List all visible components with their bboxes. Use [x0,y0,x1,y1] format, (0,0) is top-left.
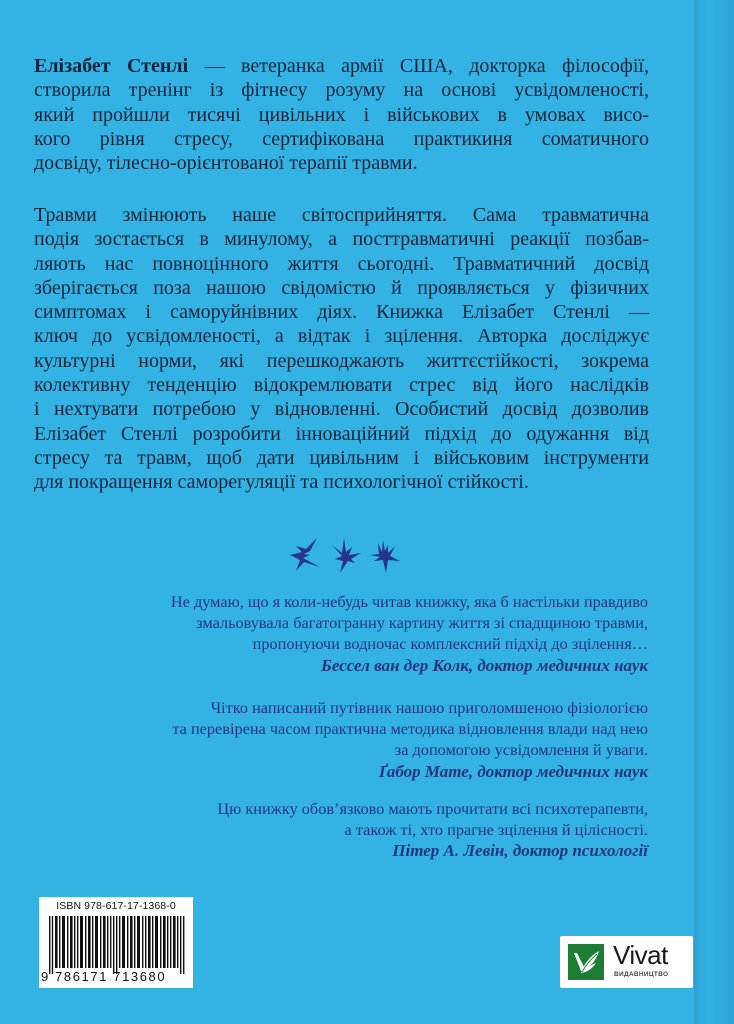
bio-line: кого рівня стресу, сертифікована практикиня соматичного [34,127,649,150]
quote-line: змальовувала багатогранну картину життя зі спадщиною травми, [196,613,648,633]
feather-logo-icon [568,944,604,980]
review-quote [48,697,648,782]
bio-line: створила тренінг із фітнесу розуму на основі усвідомленості, [34,79,649,102]
publisher-logo [560,936,693,988]
isbn-digits: 9 786171 713680 [41,969,167,984]
description-line: Травми змінюють наше світосприйняття. Сама травматична [34,204,649,226]
quote-line: пропонуючи водночас комплексний підхід до зцілення… [252,634,648,654]
description-line: ключ до усвідомленості, а відтак і зцілення. Авторка досліджує [34,325,649,348]
quote-line: та перевірена часом практична методика відновлення влади над нею [172,719,648,739]
bio-line: Елізабет Стенлі — ветеранка армії США, докторка філософії, [34,55,649,77]
book-spine [694,0,734,1024]
author-bio [34,54,649,175]
publisher-name: Vivat [613,940,668,970]
description-line: для покращення саморегуляції та психологічної стійкості. [34,471,529,494]
isbn-barcode-block [39,897,193,988]
description-line: зберігається поза нашою свідомістю й проявляється у фізичних [34,276,649,299]
review-quote [48,591,648,676]
quote-author: Бессел ван дер Колк, доктор медичних наук [321,655,648,675]
description-line: культурні норми, які перешкоджають життєстійкості, зокрема [34,349,649,372]
review-quote [48,798,648,862]
quote-line: Не думаю, що я коли-небудь читав книжку, яка б настільки правдиво [170,592,648,611]
isbn-label: ISBN 978-617-17-1368-0 [56,900,176,912]
description-line: симптомах і саморуйнівних діях. Книжка Елізабет Стенлі — [34,301,649,324]
bio-line: який пройшли тисячі цивільних і військових в умовах висо- [34,103,649,126]
three-stars-ornament-icon [284,533,414,575]
publisher-subtitle: ВИДАВНИЦТВО [614,971,669,978]
quote-author: Ґабор Мате, доктор медичних наук [378,761,648,781]
quote-line: Чітко написаний путівник нашою приголомшеною фізіологією [210,698,648,717]
quote-line: за допомогою усвідомлення й уваги. [394,740,648,760]
description-line: і нехтувати потребою у відновленні. Особистий досвід дозволив [34,398,649,421]
description-line: стресу та травм, щоб дати цивільним і військовим інструменти [34,446,649,469]
description-line: колективну тенденцію відокремлювати стрес від його наслідків [34,374,649,397]
barcode-icon [49,916,187,974]
description-line: Елізабет Стенлі розробити інноваційний підхід до одужання від [34,422,649,445]
quote-line: а також ті, хто прагне зцілення й цілісності. [344,820,648,840]
quote-author: Пітер А. Левін, доктор психології [392,841,648,861]
description-line: подія зостається в минулому, а посттравматичні реакції позбав- [34,228,649,251]
book-description [34,203,649,495]
author-name: Елізабет Стенлі [34,55,189,77]
bio-line: досвіду, тілесно-орієнтованої терапії травми. [34,152,418,175]
description-line: ляють нас повноцінного життя сьогодні. Травматичний досвід [34,252,649,275]
quote-line: Цю книжку обов’язково мають прочитати всі психотерапевти, [217,799,648,818]
